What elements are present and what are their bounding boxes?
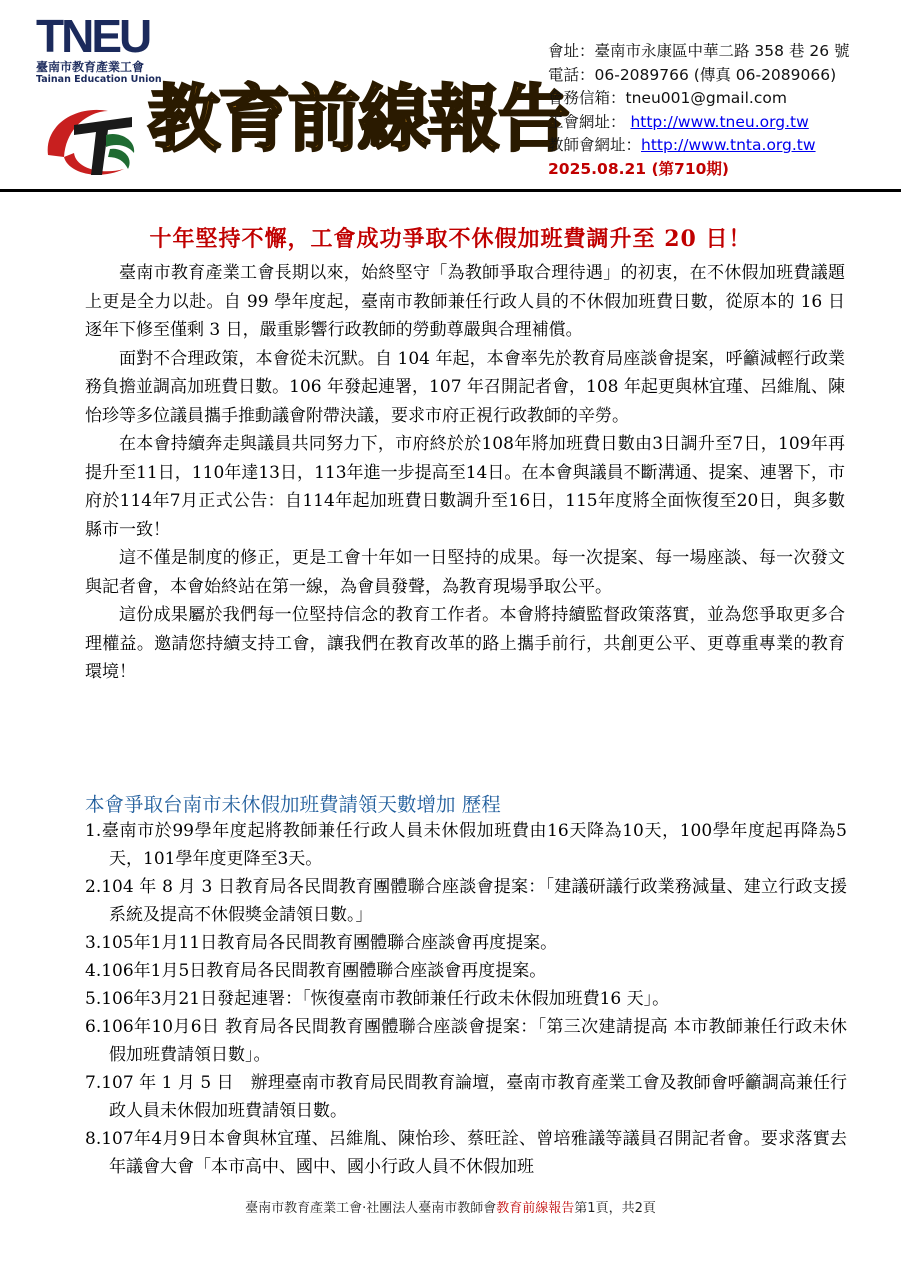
timeline-item: 5.106年3月21日發起連署：「恢復臺南市教師兼任行政未休假加班費16 天」。 <box>85 989 670 1009</box>
contact-phone: 電話：06-2089766 (傳真 06-2089066) <box>548 65 837 84</box>
article-paragraph: 面對不合理政策，本會從未沉默。自 104 年起，本會率先於教育局座談會提案，呼籲減輕行政業務負擔並調高加班費日數。106 年發起連署，107 年召開記者會，108 年起更與林宜瑾、呂維胤、陳怡珍等多位議員攜手推動議會附帶決議，要求市府正視行政教師的辛勞。 <box>85 348 845 426</box>
footer-org: 臺南市教育產業工會‧社團法人臺南市教師會 <box>245 1201 497 1216</box>
timeline-title: 本會爭取台南市未休假加班費請領天數增加 歷程 <box>85 793 501 816</box>
footer-publication: 教育前線報告 <box>496 1201 575 1216</box>
footer-page: 第1頁，共2頁 <box>574 1201 656 1216</box>
masthead-title: 教育前線報告 <box>147 76 569 161</box>
timeline-item: 7.107 年 1 月 5 日 辦理臺南市教育局民間教育論壇，臺南市教育產業工會及教師會呼籲調高兼任行政人員未休假加班費請領日數。 <box>85 1073 847 1121</box>
timeline-list <box>85 817 847 1181</box>
union-site-link[interactable]: http://www.tneu.org.tw <box>630 112 809 131</box>
header <box>0 0 901 192</box>
contact-tnta-site-row <box>548 134 850 158</box>
article-paragraph: 臺南市教育產業工會長期以來，始終堅守「為教師爭取合理待遇」的初衷，在不休假加班費議題上更是全力以赴。自 99 學年度起，臺南市教師兼任行政人員的不休假加班費日數，從原本的 16 日逐年下修至僅剩 3 日，嚴重影響行政教師的勞動尊嚴與合理補償。 <box>85 263 845 340</box>
tnta-site-link[interactable]: http://www.tnta.org.tw <box>641 136 816 154</box>
header-divider <box>0 189 901 192</box>
timeline-item: 3.105年1月11日教育局各民間教育團體聯合座談會再度提案。 <box>85 933 558 953</box>
tneu-logo-text: TNEU <box>36 10 150 62</box>
article-headline: 十年堅持不懈，工會成功爭取不休假加班費調升至 20 日！ <box>149 226 752 252</box>
contact-email-label: 會務信箱： <box>548 89 626 107</box>
tnta-logo <box>36 95 154 187</box>
contact-union-site-row <box>548 111 850 135</box>
timeline-item: 2.104 年 8 月 3 日教育局各民間教育團體聯合座談會提案：「建議研議行政業務減量、建立行政支援系統及提高不休假獎金請領日數。」 <box>85 877 847 925</box>
article-paragraph: 這不僅是制度的修正，更是工會十年如一日堅持的成果。每一次提案、每一場座談、每一次發文與記者會，本會始終站在第一線，為會員發聲，為教育現場爭取公平。 <box>85 548 845 597</box>
contact-tnta-site-label: 教師會網址： <box>548 136 642 154</box>
contact-address: 會址：臺南市永康區中華二路 358 巷 26 號 <box>548 42 850 60</box>
contact-email-row <box>548 87 850 111</box>
article-body <box>85 259 845 687</box>
timeline-item: 4.106年1月5日教育局各民間教育團體聯合座談會再度提案。 <box>85 961 547 981</box>
timeline-item: 1.臺南市於99學年度起將教師兼任行政人員未休假加班費由16天降為10天，100學年度起再降為5天，101學年度更降至3天。 <box>85 821 847 869</box>
issue-date: 2025.08.21 (第710期) <box>548 159 729 178</box>
page-footer <box>0 1197 901 1216</box>
tneu-logo-en: Tainan Education Union <box>36 74 162 85</box>
timeline-item: 6.106年10月6日 教育局各民間教育團體聯合座談會提案：「第三次建請提高 本市教師兼任行政未休假加班費請領日數」。 <box>85 1017 847 1065</box>
tneu-logo-zh: 臺南市教育產業工會 <box>36 60 145 74</box>
timeline-item: 8.107年4月9日本會與林宜瑾、呂維胤、陳怡珍、蔡旺詮、曾培雅議等議員召開記者會。要求落實去年議會大會「本市高中、國中、國小行政人員不休假加班 <box>85 1129 847 1177</box>
contact-union-site-label: 工會網址： <box>548 112 626 131</box>
contact-email[interactable]: tneu001@gmail.com <box>625 89 787 107</box>
masthead <box>147 48 569 166</box>
contact-block <box>548 40 850 181</box>
article-paragraph: 這份成果屬於我們每一位堅持信念的教育工作者。本會將持續監督政策落實，並為您爭取更多合理權益。邀請您持續支持工會，讓我們在教育改革的路上攜手前行，共創更公平、更尊重專業的教育環境！ <box>85 605 845 682</box>
article-paragraph: 在本會持續奔走與議員共同努力下，市府終於於108年將加班費日數由3日調升至7日，109年再提升至11日，110年達13日，113年進一步提高至14日。在本會與議員不斷溝通、提案、連署下，市府於114年7月正式公告：自114年起加班費日數調升至16日，115年度將全面恢復至20日，與多數縣市一致！ <box>85 434 845 540</box>
tneu-logo <box>36 10 164 86</box>
